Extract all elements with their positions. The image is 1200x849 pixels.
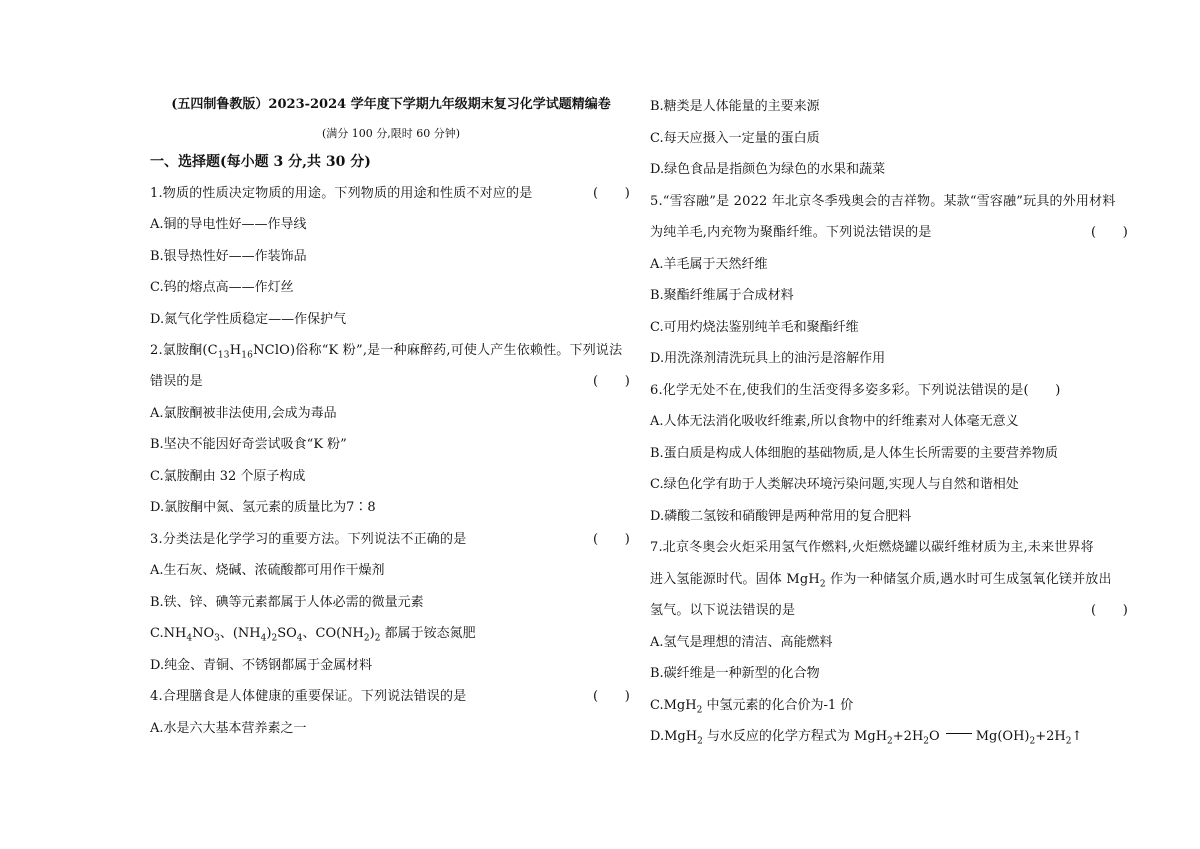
formula-subscript: 2: [363, 633, 370, 644]
question-1-stem: [150, 185, 632, 203]
formula-subscript: 4: [296, 633, 303, 644]
question-4-option-d: D.绿色食品是指颜色为绿色的水果和蔬菜: [650, 162, 886, 177]
question-5-stem: 5.“雪容融”是 2022 年北京冬季残奥会的吉祥物。某款“雪容融”玩具的外用材料: [650, 194, 1116, 209]
formula-part: 、(NH: [219, 626, 261, 641]
question-2-option-d: D.氯胺酮中氮、氢元素的质量比为7∶8: [150, 500, 376, 515]
formula-part: 中氢元素的化合价为-1 价: [702, 698, 854, 713]
formula-subscript: 2: [696, 705, 703, 716]
formula-part: C.MgH: [650, 698, 697, 713]
question-2-stem-line2: [150, 373, 632, 391]
question-6-option-d: D.磷酸二氢铵和硝酸钾是两种常用的复合肥料: [650, 509, 912, 524]
question-5-option-d: D.用洗涤剂清洗玩具上的油污是溶解作用: [650, 351, 886, 366]
question-1-option-c: C.钨的熔点高——作灯丝: [150, 280, 294, 295]
question-5-text-cont: 为纯羊毛,内充物为聚酯纤维。下列说法错误的是: [650, 225, 932, 240]
formula-subscript: 2: [1065, 736, 1072, 747]
formula-subscript: 2: [1029, 736, 1036, 747]
question-4-stem: [150, 688, 632, 706]
formula-part: C.NH: [150, 626, 187, 641]
question-3-stem: [150, 531, 632, 549]
formula-subscript: 2: [271, 633, 278, 644]
answer-blank: ( ): [593, 374, 630, 389]
question-4-text: 4.合理膳食是人体健康的重要保证。下列说法错误的是: [150, 689, 467, 704]
formula-part: H: [229, 343, 242, 358]
question-2-option-a: A.氯胺酮被非法使用,会成为毒品: [150, 406, 337, 421]
formula-subscript: 2: [923, 736, 930, 747]
question-5-option-b: B.聚酯纤维属于合成材料: [650, 288, 794, 303]
question-7-stem: 7.北京冬奥会火炬采用氢气作燃料,火炬燃烧罐以碳纤维材质为主,未来世界将: [650, 540, 1094, 555]
question-2-text-cont: 错误的是: [150, 374, 203, 389]
formula-part: 、CO(NH: [302, 626, 364, 641]
formula-subscript: 16: [241, 350, 254, 361]
answer-blank: ( ): [593, 186, 630, 201]
question-5-stem-line2: [650, 224, 1130, 242]
question-6-option-a: A.人体无法消化吸收纤维素,所以食物中的纤维素对人体毫无意义: [650, 414, 1019, 429]
formula-part: 进入氢能源时代。固体 MgH: [650, 572, 820, 587]
formula-part: 都属于铵态氮肥: [380, 626, 476, 641]
question-3-option-c: [150, 625, 632, 643]
question-7-option-d: [650, 728, 1130, 746]
question-5-option-c: C.可用灼烧法鉴别纯羊毛和聚酯纤维: [650, 320, 859, 335]
formula-part: +2H: [892, 729, 924, 744]
question-3-option-d: D.纯金、青铜、不锈钢都属于金属材料: [150, 658, 373, 673]
section-heading: 一、选择题(每小题 3 分,共 30 分): [150, 154, 371, 170]
question-7-text-cont: 氢气。以下说法错误的是: [650, 603, 796, 618]
question-4-option-c: C.每天应摄入一定量的蛋白质: [650, 131, 820, 146]
formula-part: D.MgH: [650, 729, 698, 744]
question-3-option-b: B.铁、锌、碘等元素都属于人体必需的微量元素: [150, 595, 424, 610]
question-2-text: NClO)俗称“K 粉”,是一种麻醉药,可使人产生依赖性。下列说法: [253, 343, 623, 358]
formula-part: O: [929, 729, 940, 744]
question-3-option-a: A.生石灰、烧碱、浓硫酸都可用作干燥剂: [150, 563, 385, 578]
answer-blank: ( ): [1091, 225, 1128, 240]
formula-subscript: 2: [374, 633, 381, 644]
formula-part: SO: [277, 626, 297, 641]
question-7-stem-line2: [650, 571, 1130, 589]
formula-subscript: 2: [887, 736, 893, 747]
question-7-stem-line3: [650, 602, 1130, 620]
formula-part: NO: [192, 626, 215, 641]
formula-part: Mg(OH): [975, 729, 1030, 744]
question-7-option-b: B.碳纤维是一种新型的化合物: [650, 666, 820, 681]
formula-subscript: 2: [819, 579, 826, 590]
question-7-option-a: A.氢气是理想的清洁、高能燃料: [650, 635, 833, 650]
formula-subscript: 4: [186, 633, 193, 644]
question-2-option-c: C.氯胺酮由 32 个原子构成: [150, 469, 306, 484]
page-subtitle: (满分 100 分,限时 60 分钟): [321, 127, 461, 140]
formula-subscript: 4: [260, 633, 267, 644]
question-1-option-d: D.氮气化学性质稳定——作保护气: [150, 312, 347, 327]
formula-part: ): [369, 626, 375, 641]
formula-part: ): [266, 626, 272, 641]
page-title: (五四制鲁教版）2023-2024 学年度下学期九年级期末复习化学试题精编卷: [171, 97, 611, 112]
question-6-option-c: C.绿色化学有助于人类解决环境污染问题,实现人与自然和谐相处: [650, 477, 1019, 492]
question-2-option-b: B.坚决不能因好奇尝试吸食“K 粉”: [150, 437, 347, 452]
question-5-option-a: A.羊毛属于天然纤维: [650, 257, 768, 272]
question-3-text: 3.分类法是化学学习的重要方法。下列说法不正确的是: [150, 532, 467, 547]
formula-subscript: 3: [214, 633, 220, 644]
question-1-option-b: B.银导热性好——作装饰品: [150, 249, 307, 264]
question-1-option-a: A.铜的导电性好——作导线: [150, 217, 307, 232]
reaction-equals-line: [946, 733, 972, 734]
question-6-stem: 6.化学无处不在,使我们的生活变得多姿多彩。下列说法错误的是( ): [650, 383, 1061, 398]
formula-part: ↑: [1071, 729, 1083, 744]
answer-blank: ( ): [593, 689, 630, 704]
question-4-option-b: B.糖类是人体能量的主要来源: [650, 99, 820, 114]
formula-part: +2H: [1035, 729, 1066, 744]
question-7-option-c: [650, 697, 1130, 715]
question-1-text: 1.物质的性质决定物质的用途。下列物质的用途和性质不对应的是: [150, 186, 533, 201]
formula-part: 作为一种储氢介质,遇水时可生成氢氧化镁并放出: [825, 572, 1112, 587]
question-6-option-b: B.蛋白质是构成人体细胞的基础物质,是人体生长所需要的主要营养物质: [650, 446, 1058, 461]
question-4-option-a: A.水是六大基本营养素之一: [150, 721, 307, 736]
formula-part: 2.氯胺酮(C: [150, 343, 218, 358]
formula-subscript: 2: [697, 736, 703, 747]
answer-blank: ( ): [593, 532, 630, 547]
answer-blank: ( ): [1091, 603, 1128, 618]
question-2-stem: [150, 342, 632, 360]
formula-subscript: 13: [217, 350, 230, 361]
formula-part: 与水反应的化学方程式为 MgH: [702, 729, 888, 744]
